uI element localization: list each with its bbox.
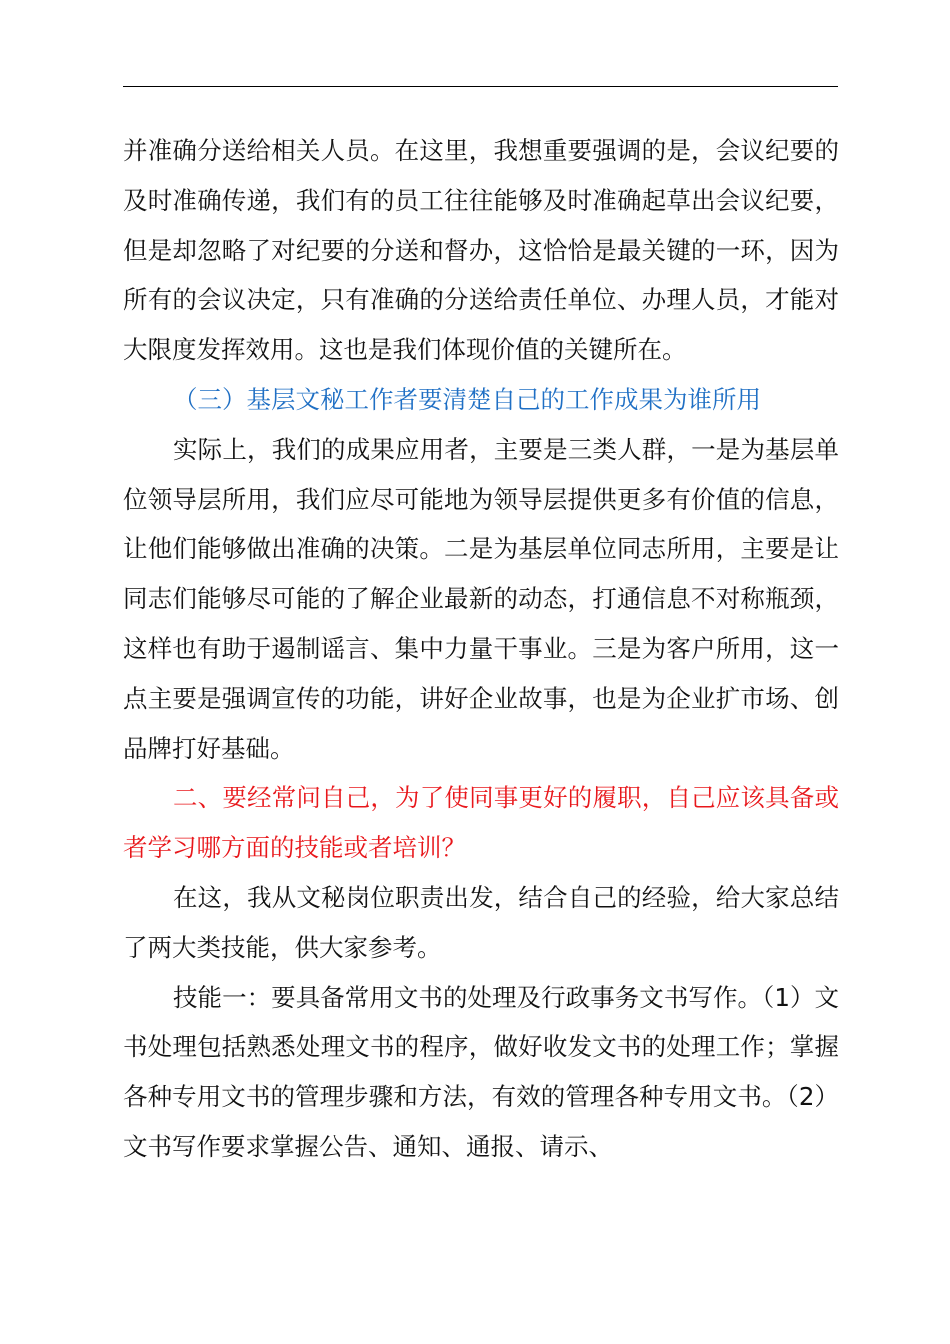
paragraph-result-users: 实际上，我们的成果应用者，主要是三类人群，一是为基层单位领导层所用，我们应尽可能地为领导层提供更多有价值的信息，让他们能够做出准确的决策。二是为基层单位同志所用，主要是让同志们能够尽可能的了解企业最新的动态，打通信息不对称瓶颈，这样也有助于遏制谣言、集中力量干事业。三是为客户所用，这一点主要是强调宣传的功能，讲好企业故事，也是为企业扩市场、创品牌打好基础。 xyxy=(123,434,839,763)
document-body xyxy=(123,126,839,1172)
subheading-work-results: （三）基层文秘工作者要清楚自己的工作成果为谁所用 xyxy=(173,384,761,414)
paragraph-skill-one: 技能一：要具备常用文书的处理及行政事务文书写作。（1）文书处理包括熟悉处理文书的程序，做好收发文书的处理工作；掌握各种专用文书的管理步骤和方法，有效的管理各种专用文书。（2）文书写作要求掌握公告、通知、通报、请示、 xyxy=(123,982,839,1161)
header-rule xyxy=(123,86,838,87)
heading-skills-question: 二、要经常问自己，为了使同事更好的履职，自己应该具备或者学习哪方面的技能或者培训？ xyxy=(123,783,839,863)
paragraph-meeting-minutes: 并准确分送给相关人员。在这里，我想重要强调的是，会议纪要的及时准确传递，我们有的员工往往能够及时准确起草出会议纪要，但是却忽略了对纪要的分送和督办，这恰恰是最关键的一环，因为所有的会议决定，只有准确的分送给责任单位、办理人员，才能对大限度发挥效用。这也是我们体现价值的关键所在。 xyxy=(123,136,839,365)
paragraph-skills-intro: 在这，我从文秘岗位职责出发，结合自己的经验，给大家总结了两大类技能，供大家参考。 xyxy=(123,882,839,962)
